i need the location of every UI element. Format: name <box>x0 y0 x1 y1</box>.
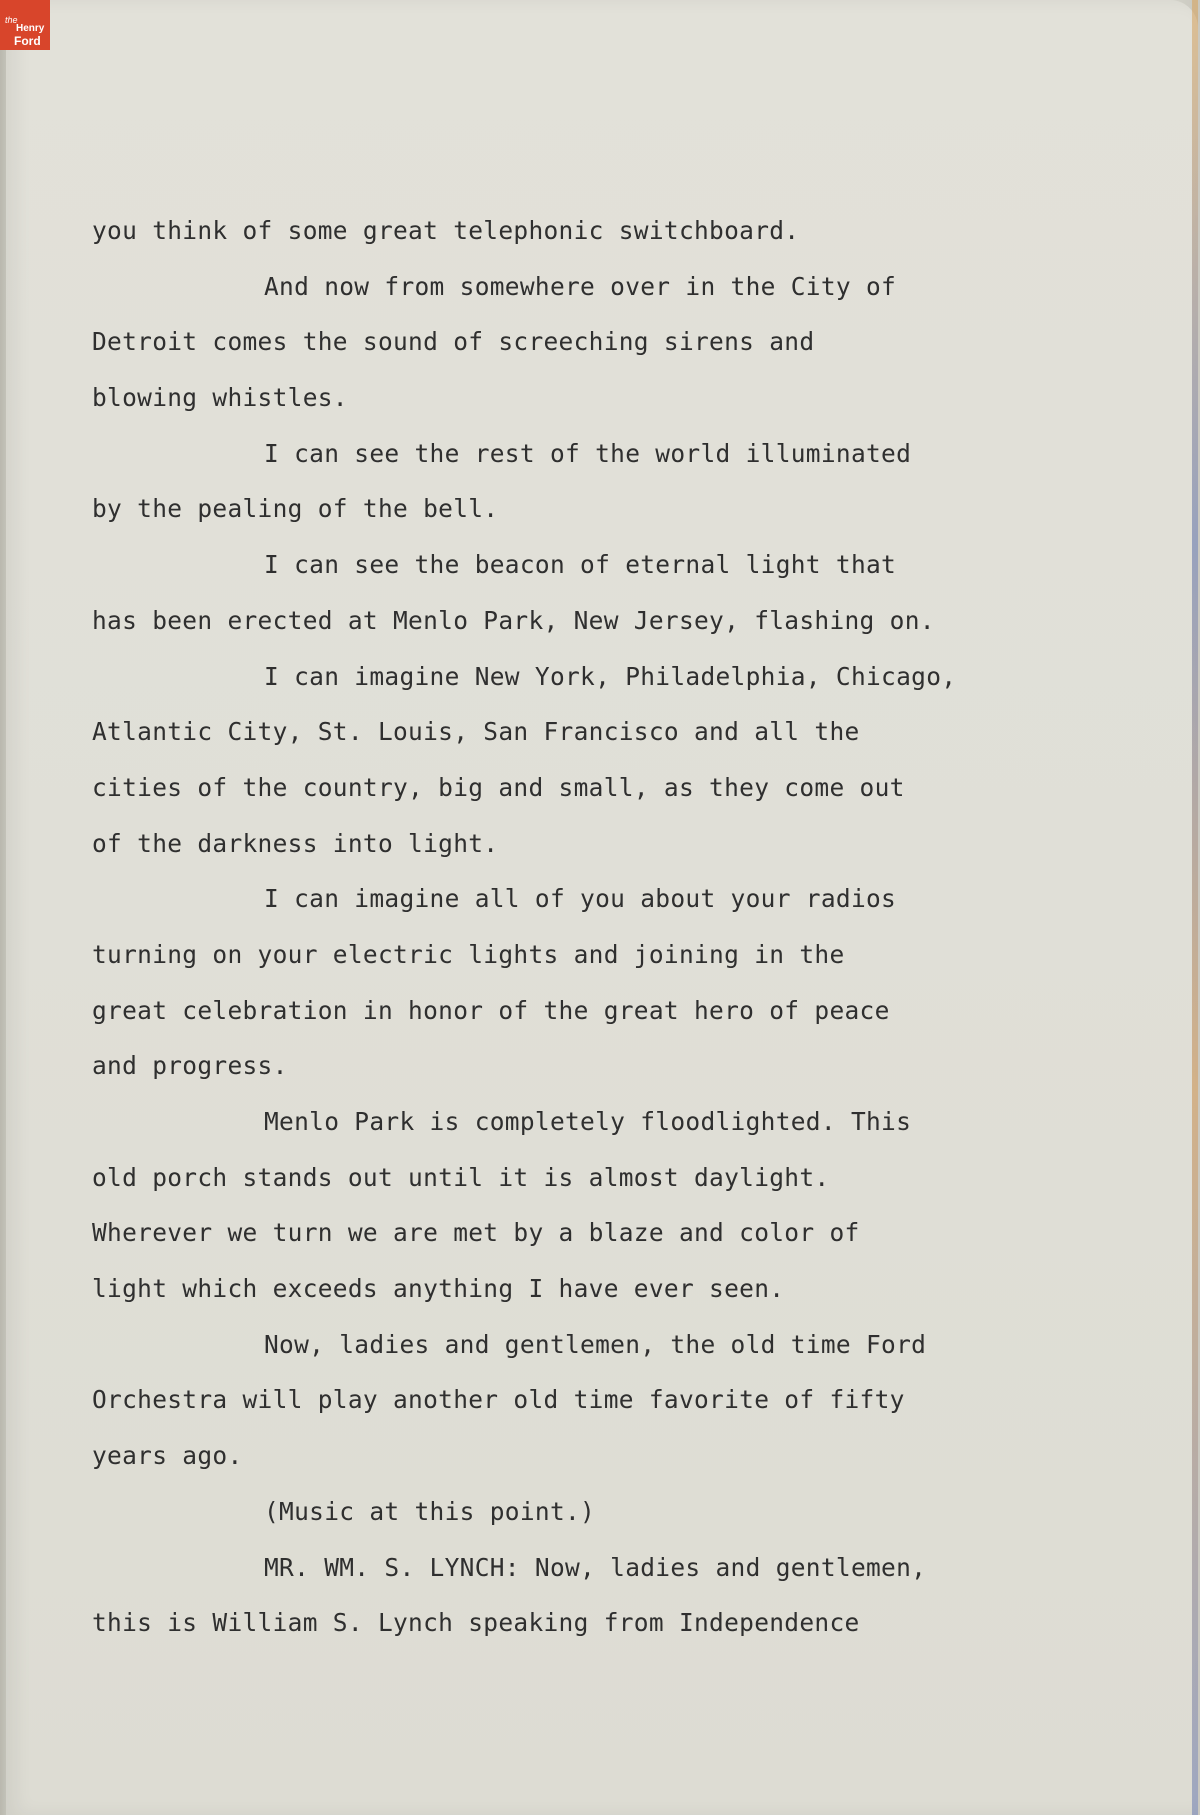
logo-text-the: the <box>5 15 18 25</box>
typewritten-page <box>6 0 1198 1815</box>
text-line: and progress. <box>92 1051 288 1081</box>
text-line: blowing whistles. <box>92 383 348 413</box>
henry-ford-logo <box>0 0 50 50</box>
text-line: Now, ladies and gentlemen, the old time Ford <box>264 1329 927 1359</box>
text-line: of the darkness into light. <box>92 828 499 858</box>
text-line: I can see the rest of the world illuminated <box>264 438 912 468</box>
text-line: this is William S. Lynch speaking from Independence <box>92 1608 860 1638</box>
text-line: by the pealing of the bell. <box>92 494 499 524</box>
text-line: (Music at this point.) <box>264 1496 596 1526</box>
text-line: Orchestra will play another old time favorite of fifty <box>92 1385 905 1415</box>
text-line: light which exceeds anything I have ever seen. <box>92 1274 785 1304</box>
text-line: Atlantic City, St. Louis, San Francisco and all the <box>92 717 860 747</box>
text-line: I can see the beacon of eternal light that <box>264 550 897 580</box>
text-line: old porch stands out until it is almost daylight. <box>92 1162 830 1192</box>
text-line: MR. WM. S. LYNCH: Now, ladies and gentlemen, <box>264 1552 927 1582</box>
text-line: And now from somewhere over in the City of <box>264 271 897 301</box>
text-line: years ago. <box>92 1441 243 1471</box>
text-line: turning on your electric lights and joining in the <box>92 939 845 969</box>
text-line: great celebration in honor of the great hero of peace <box>92 995 890 1025</box>
text-line: Detroit comes the sound of screeching sirens and <box>92 327 815 357</box>
page-edge <box>1192 0 1198 1815</box>
text-line: Menlo Park is completely floodlighted. This <box>264 1107 912 1136</box>
text-line: cities of the country, big and small, as they come out <box>92 772 905 802</box>
text-line: has been erected at Menlo Park, New Jersey, flashing on. <box>92 605 935 635</box>
logo-text-ford: Ford <box>14 34 41 48</box>
page-body-text <box>92 203 1052 1651</box>
text-line: Wherever we turn we are met by a blaze and color of <box>92 1218 860 1248</box>
text-line: I can imagine New York, Philadelphia, Chicago, <box>264 661 957 691</box>
logo-text-henry: Henry <box>16 23 45 34</box>
text-line: you think of some great telephonic switchboard. <box>92 216 800 245</box>
text-line: I can imagine all of you about your radios <box>264 884 897 914</box>
